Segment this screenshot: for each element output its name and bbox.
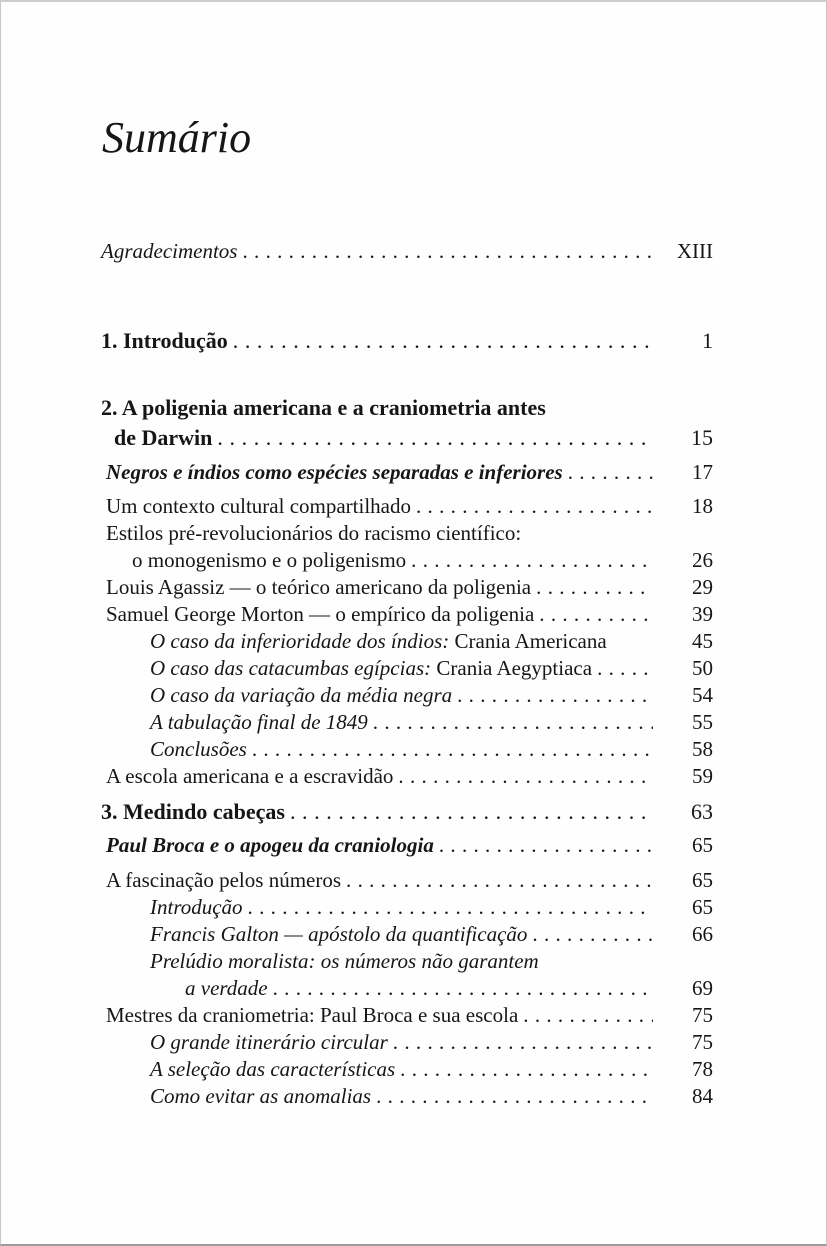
entry-text <box>150 948 539 975</box>
page-number: 65 <box>692 833 713 857</box>
page-number: 69 <box>692 976 713 1000</box>
entry-label: Paul Broca e o apogeu da craniologia <box>106 833 434 857</box>
entry-text <box>150 1056 395 1083</box>
entry-label: Conclusões <box>150 737 247 761</box>
entry-label: de Darwin <box>114 425 213 450</box>
entry-text <box>101 393 546 423</box>
dot-leader <box>290 797 653 827</box>
entry-text <box>106 574 531 601</box>
toc-row <box>106 459 713 486</box>
entry-label: A tabulação final de 1849 <box>150 710 368 734</box>
entry-label: Louis Agassiz — o teórico americano da poligenia <box>106 575 532 599</box>
toc-list <box>101 238 713 1110</box>
entry-label: Introdução <box>150 895 243 919</box>
dot-leader <box>416 493 653 520</box>
dot-leader <box>398 763 653 790</box>
entry-text <box>150 1029 388 1056</box>
entry-label: Um contexto cultural compartilhado <box>106 494 411 518</box>
page-number: XIII <box>676 239 713 263</box>
toc-row <box>150 709 713 736</box>
toc-row <box>106 763 713 790</box>
dot-leader <box>411 547 653 574</box>
dot-leader <box>273 975 653 1002</box>
entry-text <box>150 709 368 736</box>
dot-leader <box>536 574 653 601</box>
toc-row <box>101 393 713 423</box>
toc-row <box>106 867 713 894</box>
page-number: 1 <box>702 328 713 353</box>
page-number: 50 <box>692 656 713 680</box>
entry-text <box>185 975 268 1002</box>
entry-text <box>132 547 406 574</box>
entry-label: 3. Medindo cabeças <box>101 799 285 824</box>
entry-label: o monogenismo e o poligenismo <box>132 548 407 572</box>
page-number: 26 <box>692 548 713 572</box>
dot-leader <box>532 921 653 948</box>
toc-row <box>150 682 713 709</box>
toc-row <box>101 238 713 265</box>
dot-leader <box>597 655 653 682</box>
dot-leader <box>217 423 653 453</box>
toc-row <box>150 655 713 682</box>
dot-leader <box>439 832 653 859</box>
entry-text <box>106 601 534 628</box>
page-number: 66 <box>692 922 713 946</box>
entry-label: O grande itinerário circular <box>150 1030 388 1054</box>
entry-label: Estilos pré-revolucionários do racismo científico: <box>106 521 522 545</box>
entry-label: Agradecimentos <box>101 239 238 263</box>
page-number: 78 <box>692 1057 713 1081</box>
entry-text <box>101 326 228 356</box>
entry-label: A escola americana e a escravidão <box>106 764 394 788</box>
entry-text <box>150 655 592 682</box>
page-number: 55 <box>692 710 713 734</box>
entry-label-roman: Crania Aegyptiaca <box>431 656 593 680</box>
entry-text <box>106 1002 518 1029</box>
page-number: 54 <box>692 683 713 707</box>
entry-text <box>150 682 452 709</box>
toc-row <box>106 574 713 601</box>
entry-label: 2. A poligenia americana e a craniometria antes <box>101 395 546 420</box>
dot-leader <box>568 459 653 486</box>
entry-text <box>101 797 285 827</box>
entry-text <box>106 520 521 547</box>
entry-label: 1. Introdução <box>101 328 228 353</box>
toc-row <box>114 423 713 453</box>
toc-row <box>150 1083 713 1110</box>
entry-text <box>114 423 212 453</box>
page-number: 15 <box>691 425 713 450</box>
page-number: 58 <box>692 737 713 761</box>
page-number: 18 <box>692 494 713 518</box>
entry-label: O caso das catacumbas egípcias: <box>150 656 432 680</box>
page-number: 63 <box>691 799 713 824</box>
entry-label: a verdade <box>185 976 268 1000</box>
page-number: 39 <box>692 602 713 626</box>
entry-label-roman: Crania Americana <box>449 629 607 653</box>
entry-text <box>150 894 243 921</box>
toc-row <box>150 736 713 763</box>
entry-label: Francis Galton — apóstolo da quantificação <box>150 922 528 946</box>
dot-leader <box>242 238 653 265</box>
dot-leader <box>252 736 653 763</box>
entry-label: O caso da inferioridade dos índios: <box>150 629 450 653</box>
page-number: 59 <box>692 764 713 788</box>
page-number: 17 <box>692 460 713 484</box>
entry-label: Samuel George Morton — o empírico da poligenia <box>106 602 535 626</box>
dot-leader <box>248 894 653 921</box>
dot-leader <box>376 1083 653 1110</box>
toc-row <box>150 1056 713 1083</box>
dot-leader <box>457 682 653 709</box>
entry-label: Negros e índios como espécies separadas e inferiores <box>106 460 563 484</box>
entry-label: Prelúdio moralista: os números não garantem <box>150 949 539 973</box>
entry-text <box>106 832 434 859</box>
dot-leader <box>400 1056 653 1083</box>
entry-text <box>106 867 341 894</box>
dot-leader <box>539 601 653 628</box>
toc-row <box>150 894 713 921</box>
entry-label: Mestres da craniometria: Paul Broca e sua escola <box>106 1003 519 1027</box>
toc-content <box>101 2 713 1110</box>
entry-text <box>150 628 607 655</box>
entry-label: Como evitar as anomalias <box>150 1084 372 1108</box>
entry-text <box>150 921 527 948</box>
toc-row <box>101 326 713 356</box>
entry-text <box>150 1083 371 1110</box>
entry-text <box>101 238 237 265</box>
toc-row <box>132 547 713 574</box>
toc-row <box>106 832 713 859</box>
entry-label: O caso da variação da média negra <box>150 683 453 707</box>
toc-row <box>150 921 713 948</box>
toc-row <box>106 520 713 547</box>
page-number: 84 <box>692 1084 713 1108</box>
page-title: Sumário <box>102 113 252 162</box>
dot-leader <box>393 1029 653 1056</box>
toc-row <box>106 1002 713 1029</box>
dot-leader <box>233 326 653 356</box>
page-number: 29 <box>692 575 713 599</box>
page-number: 75 <box>692 1003 713 1027</box>
toc-row <box>150 948 713 975</box>
entry-text <box>106 493 411 520</box>
toc-row <box>106 601 713 628</box>
entry-text <box>106 763 393 790</box>
page-number: 75 <box>692 1030 713 1054</box>
page-number: 65 <box>692 868 713 892</box>
toc-row <box>150 1029 713 1056</box>
entry-text <box>106 459 563 486</box>
toc-row <box>185 975 713 1002</box>
dot-leader <box>523 1002 653 1029</box>
toc-row <box>106 493 713 520</box>
dot-leader <box>373 709 653 736</box>
page-number: 65 <box>692 895 713 919</box>
toc-row <box>101 797 713 827</box>
toc-row <box>150 628 713 655</box>
dot-leader <box>346 867 653 894</box>
page-number: 45 <box>692 629 713 653</box>
entry-text <box>150 736 247 763</box>
entry-label: A fascinação pelos números <box>106 868 342 892</box>
entry-label: A seleção das características <box>150 1057 396 1081</box>
